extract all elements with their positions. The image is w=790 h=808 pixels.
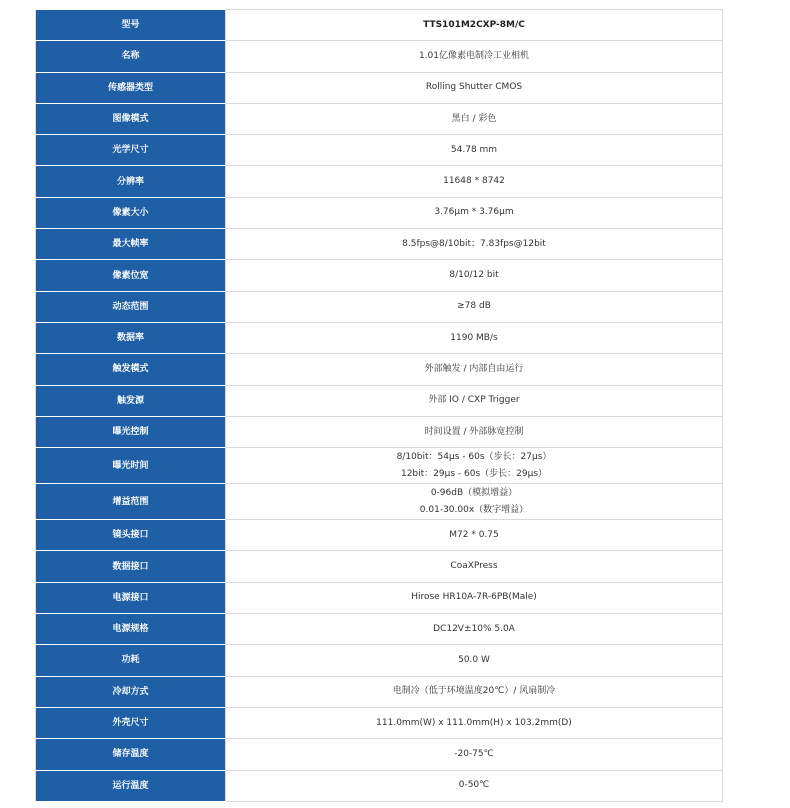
spec-label: 分辨率 [36, 166, 226, 197]
spec-row [36, 103, 723, 134]
spec-value [226, 676, 723, 707]
spec-value-line: 黑白 / 彩色 [451, 113, 497, 124]
spec-value-line: 50.0 W [458, 654, 490, 665]
spec-value-line: M72 * 0.75 [449, 529, 499, 540]
spec-label: 冷却方式 [36, 676, 226, 707]
spec-value [226, 354, 723, 385]
spec-row [36, 291, 723, 322]
spec-row [36, 260, 723, 291]
spec-value [226, 416, 723, 447]
spec-label: 运行温度 [36, 770, 226, 801]
spec-row [36, 707, 723, 738]
spec-label: 图像模式 [36, 103, 226, 134]
spec-label: 电源接口 [36, 582, 226, 613]
spec-value-line: 1.01亿像素电制冷工业相机 [418, 50, 530, 61]
spec-row [36, 551, 723, 582]
spec-value [226, 707, 723, 738]
spec-label: 动态范围 [36, 291, 226, 322]
spec-row [36, 135, 723, 166]
spec-row [36, 385, 723, 416]
spec-row [36, 229, 723, 260]
spec-row [36, 197, 723, 228]
spec-table [35, 9, 723, 802]
spec-value-line: 3.76μm * 3.76μm [434, 207, 514, 218]
spec-label: 电源规格 [36, 614, 226, 645]
spec-value [226, 41, 723, 72]
spec-value-line: -20-75℃ [454, 748, 494, 759]
spec-label: 曝光控制 [36, 416, 226, 447]
spec-value-line: 电制冷（低于环境温度20℃）/ 风扇制冷 [392, 686, 556, 697]
spec-value-line: 54.78 mm [450, 144, 498, 155]
spec-value-line: Rolling Shutter CMOS [425, 82, 523, 93]
spec-value [226, 229, 723, 260]
spec-value-line: Hirose HR10A-7R-6PB(Male) [411, 592, 537, 603]
spec-row [36, 739, 723, 770]
spec-table-body [36, 10, 723, 802]
spec-value-line: 时间设置 / 外部脉宽控制 [424, 426, 524, 437]
spec-label: 像素大小 [36, 197, 226, 228]
spec-row [36, 322, 723, 353]
spec-value [226, 322, 723, 353]
spec-value [226, 385, 723, 416]
spec-value [226, 582, 723, 613]
spec-row [36, 770, 723, 801]
spec-row [36, 416, 723, 447]
spec-value [226, 10, 723, 41]
spec-label: 光学尺寸 [36, 135, 226, 166]
spec-row [36, 614, 723, 645]
spec-label: 像素位宽 [36, 260, 226, 291]
spec-label: 型号 [36, 10, 226, 41]
spec-row [36, 354, 723, 385]
spec-value [226, 166, 723, 197]
spec-label: 镜头接口 [36, 520, 226, 551]
spec-value [226, 551, 723, 582]
spec-label: 触发模式 [36, 354, 226, 385]
spec-row [36, 448, 723, 484]
spec-row [36, 72, 723, 103]
spec-value-line: 8.5fps@8/10bit；7.83fps@12bit [402, 238, 546, 249]
spec-value-line: 0.01-30.00x（数字增益） [419, 504, 529, 515]
spec-value-line: ≥78 dB [457, 301, 491, 312]
spec-value [226, 614, 723, 645]
spec-value [226, 103, 723, 134]
spec-label: 增益范围 [36, 484, 226, 520]
spec-value [226, 291, 723, 322]
spec-row [36, 645, 723, 676]
spec-row [36, 484, 723, 520]
spec-value-line: 0-50℃ [458, 780, 490, 791]
spec-label: 功耗 [36, 645, 226, 676]
spec-value [226, 135, 723, 166]
spec-value [226, 72, 723, 103]
spec-row [36, 166, 723, 197]
spec-label: 曝光时间 [36, 448, 226, 484]
spec-value [226, 197, 723, 228]
spec-label: 外壳尺寸 [36, 707, 226, 738]
spec-value-line: CoaXPress [450, 561, 498, 572]
spec-value-line: 8/10/12 bit [449, 270, 499, 281]
spec-label: 最大帧率 [36, 229, 226, 260]
spec-value [226, 260, 723, 291]
spec-value-line: 0-96dB（模拟增益） [430, 487, 518, 498]
spec-row [36, 10, 723, 41]
spec-label: 数据接口 [36, 551, 226, 582]
spec-value-line: 1190 MB/s [450, 332, 498, 343]
spec-value-line: 外部触发 / 内部自由运行 [424, 363, 524, 374]
spec-value-line: 12bit：29μs - 60s（步长：29μs） [400, 468, 548, 479]
spec-value [226, 770, 723, 801]
spec-value [226, 448, 723, 484]
spec-label: 储存温度 [36, 739, 226, 770]
spec-value-line: 11648 * 8742 [443, 176, 505, 187]
spec-value-line: 外部 IO / CXP Trigger [428, 395, 520, 406]
spec-value-line: 111.0mm(W) x 111.0mm(H) x 103.2mm(D) [376, 717, 572, 728]
spec-value [226, 484, 723, 520]
spec-value [226, 739, 723, 770]
spec-label: 触发源 [36, 385, 226, 416]
spec-label: 数据率 [36, 322, 226, 353]
spec-value [226, 645, 723, 676]
spec-value-line: 8/10bit：54μs - 60s（步长：27μs） [396, 451, 552, 462]
spec-value-line: DC12V±10% 5.0A [433, 623, 515, 634]
spec-row [36, 676, 723, 707]
spec-label: 名称 [36, 41, 226, 72]
spec-row [36, 41, 723, 72]
spec-value [226, 520, 723, 551]
spec-value-line: TTS101M2CXP-8M/C [423, 19, 525, 30]
spec-row [36, 520, 723, 551]
spec-label: 传感器类型 [36, 72, 226, 103]
spec-row [36, 582, 723, 613]
